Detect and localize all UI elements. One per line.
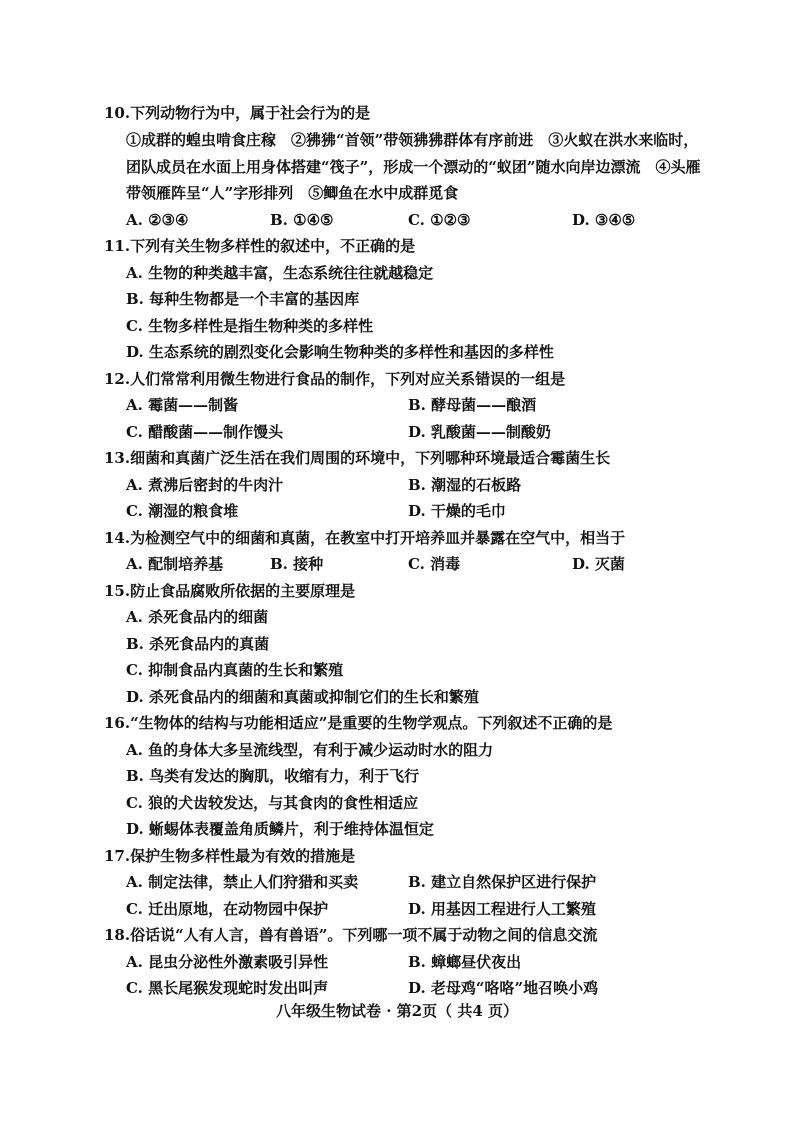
question-11-option-c: C. 生物多样性是指生物种类的多样性 xyxy=(126,317,374,335)
question-18-option-b: B. 蟑螂昼伏夜出 xyxy=(408,953,522,971)
question-12-stem: 12.人们常常利用微生物进行食品的制作，下列对应关系错误的一组是 xyxy=(104,370,566,388)
question-14-stem: 14.为检测空气中的细菌和真菌，在教室中打开培养皿并暴露在空气中，相当于 xyxy=(104,529,626,547)
question-13-stem: 13.细菌和真菌广泛生活在我们周围的环境中，下列哪种环境最适合霉菌生长 xyxy=(104,449,611,467)
question-18-option-a: A. 昆虫分泌性外激素吸引异性 xyxy=(126,953,329,971)
question-13-option-c: C. 潮湿的粮食堆 xyxy=(126,502,239,520)
question-14-option-d: D. 灭菌 xyxy=(572,555,625,573)
question-14-option-b: B. 接种 xyxy=(270,555,324,573)
question-18-stem: 18.俗话说“人有人言，兽有兽语”。下列哪一项不属于动物之间的信息交流 xyxy=(104,926,598,944)
page-footer: 八年级生物试卷 · 第2页（ 共4 页） xyxy=(276,1002,518,1020)
question-11-option-b: B. 每种生物都是一个丰富的基因库 xyxy=(126,290,360,308)
question-15-stem: 15.防止食品腐败所依据的主要原理是 xyxy=(104,582,356,600)
question-17-option-c: C. 迁出原地，在动物园中保护 xyxy=(126,900,329,918)
question-12-option-c: C. 醋酸菌——制作馒头 xyxy=(126,423,284,441)
question-17-option-a: A. 制定法律，禁止人们狩猎和买卖 xyxy=(126,873,359,891)
question-14-option-a: A. 配制培养基 xyxy=(126,555,224,573)
question-11-option-a: A. 生物的种类越丰富，生态系统往往就越稳定 xyxy=(126,264,434,282)
question-18-option-c: C. 黑长尾猴发现蛇时发出叫声 xyxy=(126,979,329,997)
question-15-option-c: C. 抑制食品内真菌的生长和繁殖 xyxy=(126,661,344,679)
question-12-option-b: B. 酵母菌——酿酒 xyxy=(408,396,537,414)
question-10-line-1: ①成群的蝗虫啃食庄稼 ②狒狒“首领”带领狒狒群体有序前进 ③火蚁在洪水来临时， xyxy=(126,131,699,149)
question-10-option-b: B. ①④⑤ xyxy=(270,211,334,229)
question-15-option-b: B. 杀死食品内的真菌 xyxy=(126,635,270,653)
question-10-option-c: C. ①②③ xyxy=(408,211,471,229)
question-11-stem: 11.下列有关生物多样性的叙述中，不正确的是 xyxy=(104,237,416,255)
question-17-stem: 17.保护生物多样性最为有效的措施是 xyxy=(104,847,356,865)
question-18-option-d: D. 老母鸡“咯咯”地召唤小鸡 xyxy=(408,979,599,997)
question-14-option-c: C. 消毒 xyxy=(408,555,461,573)
question-16-option-b: B. 鸟类有发达的胸肌，收缩有力，利于飞行 xyxy=(126,767,420,785)
question-13-option-b: B. 潮湿的石板路 xyxy=(408,476,522,494)
question-13-option-d: D. 干燥的毛巾 xyxy=(408,502,506,520)
question-17-option-b: B. 建立自然保护区进行保护 xyxy=(408,873,597,891)
question-13-option-a: A. 煮沸后密封的牛肉汁 xyxy=(126,476,284,494)
question-11-option-d: D. 生态系统的剧烈变化会影响生物种类的多样性和基因的多样性 xyxy=(126,343,554,361)
question-10-line-3: 带领雁阵呈“人”字形排列 ⑤鲫鱼在水中成群觅食 xyxy=(126,184,459,202)
question-12-option-d: D. 乳酸菌——制酸奶 xyxy=(408,423,551,441)
question-16-stem: 16.“生物体的结构与功能相适应”是重要的生物学观点。下列叙述不正确的是 xyxy=(104,714,613,732)
question-16-option-a: A. 鱼的身体大多呈流线型，有利于减少运动时水的阻力 xyxy=(126,741,494,759)
question-15-option-d: D. 杀死食品内的细菌和真菌或抑制它们的生长和繁殖 xyxy=(126,688,479,706)
question-16-option-d: D. 蜥蜴体表覆盖角质鳞片，利于维持体温恒定 xyxy=(126,820,434,838)
question-10-stem: 10.下列动物行为中，属于社会行为的是 xyxy=(104,104,371,122)
question-12-option-a: A. 霉菌——制酱 xyxy=(126,396,239,414)
question-17-option-d: D. 用基因工程进行人工繁殖 xyxy=(408,900,596,918)
question-10-option-d: D. ③④⑤ xyxy=(572,211,636,229)
question-16-option-c: C. 狼的犬齿较发达，与其食肉的食性相适应 xyxy=(126,794,419,812)
question-10-option-a: A. ②③④ xyxy=(126,211,189,229)
question-10-line-2: 团队成员在水面上用身体搭建“筏子”，形成一个漂动的“蚁团”随水向岸边漂流 ④头雁 xyxy=(126,158,701,176)
question-15-option-a: A. 杀死食品内的细菌 xyxy=(126,608,269,626)
